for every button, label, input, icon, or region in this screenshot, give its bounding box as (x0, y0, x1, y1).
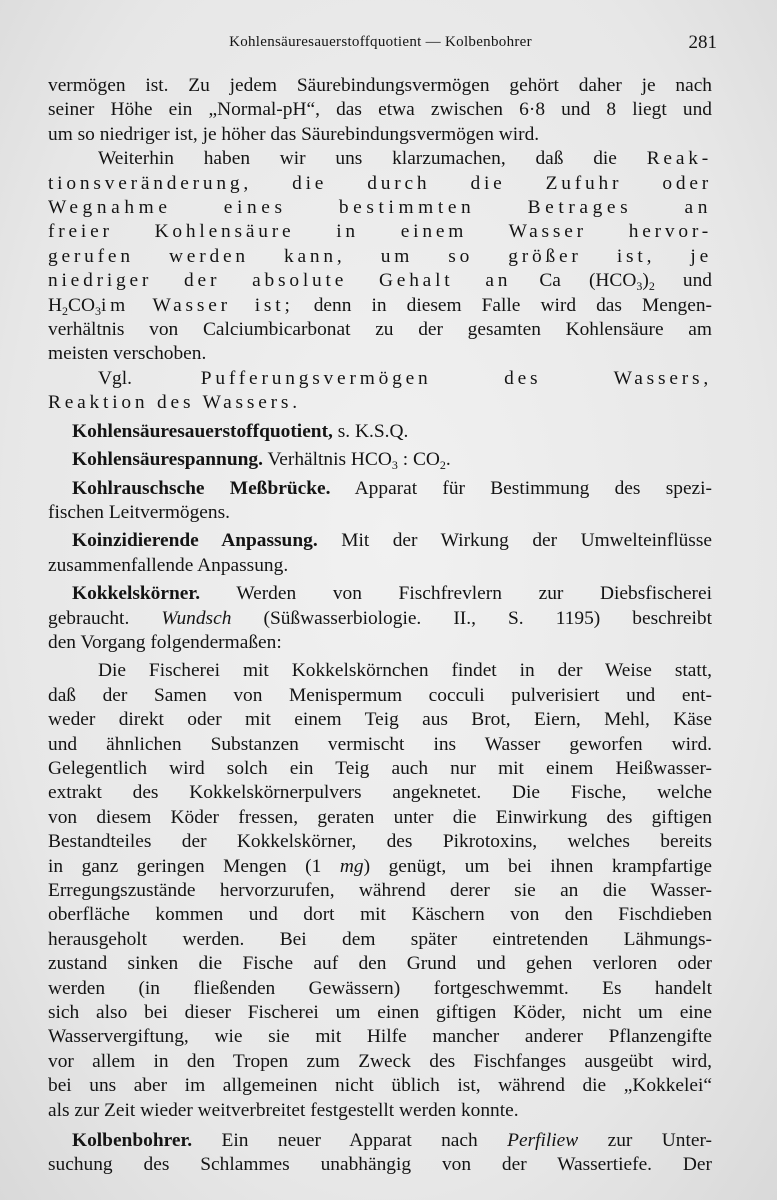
quote-line: zustand sinken die Fische auf den Grund und gehen verloren oder (48, 953, 712, 975)
formula (539, 270, 655, 294)
entry-text: : CO (402, 449, 440, 471)
quote-line: weder direkt oder mit einem Teig aus Brot, Eiern, Mehl, Käse (48, 709, 712, 731)
entry-kohlrauschsche-messbruecke (48, 477, 712, 501)
quote-line: herausgeholt werden. Bei dem später eintretenden Lähmungs- (48, 928, 712, 950)
entry-kolbenbohrer (48, 1129, 712, 1153)
text-span: und (682, 270, 712, 292)
text-line: zusammenfallende Anpassung. (48, 554, 289, 576)
quote-line: von diesem Köder fressen, geraten unter die Einwirkung des giftigen (48, 806, 712, 828)
subscript: 3 (94, 303, 101, 318)
running-head: Kohlensäuresauerstoffquotient — Kolbenbohrer (229, 34, 532, 50)
text-span: Weiterhin haben wir uns klarzumachen, daß die (98, 148, 617, 170)
text-span: ) genügt, um bei ihnen krampfartige (363, 855, 712, 877)
text-line: den Vorgang folgendermaßen: (48, 631, 282, 653)
quote-line: als zur Zeit wieder weitverbreitet festgestellt werden konnte. (48, 1099, 519, 1121)
text-line: vermögen ist. Zu jedem Säurebindungsvermögen gehört daher je nach (48, 75, 712, 96)
entry-term: Kokkelskörner. (72, 583, 201, 605)
quote-line: extrakt des Kokkelskörnerpulvers angeknetet. Die Fische, welche (48, 782, 712, 804)
spaced-text: Reak- (646, 148, 712, 170)
quote-line: vor allem in den Tropen zum Zweck des Fischfanges ausgeübt wird, (48, 1050, 712, 1072)
spaced-text-line: freier Kohlensäure in einem Wasser hervor- (48, 221, 712, 243)
entry-term: Kohlensäuresauerstoffquotient, (72, 420, 333, 442)
entry-koinzidierende-anpassung (48, 529, 712, 553)
text-span: in ganz geringen Mengen (1 (48, 855, 322, 877)
entry-term: Kolbenbohrer. (72, 1130, 193, 1152)
page-body (48, 74, 712, 1178)
quote-line: oberfläche kommen und dort mit Käschern von den Fischdieben (48, 904, 712, 926)
quote-line: daß der Samen von Menispermum cocculi pulverisiert und ent- (48, 684, 712, 706)
spaced-text-line: Reaktion des Wassers. (48, 392, 301, 414)
formula-part: ) (642, 270, 649, 292)
text-span: gebraucht. (48, 607, 130, 629)
spaced-text: niedriger der absolute Gehalt an (48, 270, 512, 292)
subscript: 3 (391, 458, 398, 473)
page-number: 281 (688, 32, 717, 53)
formula (48, 295, 101, 316)
formula-part: H (48, 294, 63, 316)
quote-line (48, 855, 712, 879)
text-line: seiner Höhe ein „Normal-pH“, das etwa zwischen 6·8 und 8 liegt und (48, 99, 712, 121)
spaced-text: Pufferungsvermögen des Wassers, (200, 367, 712, 389)
text-span: (Süßwasserbiologie. II., S. 1195) beschreibt (263, 607, 712, 629)
entry-text: Verhältnis HCO (267, 449, 392, 471)
spaced-text: im Wasser ist; (100, 294, 294, 316)
formula-part: CO (68, 294, 95, 316)
author-name: Perfiliew (507, 1130, 579, 1152)
text-span: Vgl. (98, 367, 132, 389)
page-header (48, 32, 717, 58)
text-line (48, 607, 712, 631)
text-line: fischen Leitvermögens. (48, 501, 230, 523)
entry-text: Mit der Wirkung der Umwelteinflüsse (341, 530, 712, 552)
subscript: 3 (636, 279, 643, 294)
entry-kohlensaeurespannung (48, 448, 712, 472)
quote-line: Wasservergiftung, wie sie mit Hilfe mancher anderer Pflanzengifte (48, 1026, 712, 1048)
text-line (48, 269, 712, 293)
quote-line: und ähnlichen Substanzen vermischt ins Wasser geworfen wird. (48, 733, 712, 755)
entry-text: . (445, 449, 451, 471)
text-line (48, 294, 712, 318)
quote-line: Erregungszustände hervorzurufen, während derer sie an die Wasser- (48, 880, 712, 901)
entry-term: Kohlrauschsche Meßbrücke. (72, 477, 331, 499)
entry-text: s. K.S.Q. (337, 420, 409, 442)
quote-line: Die Fischerei mit Kokkelskörnchen findet in der Weise statt, (98, 660, 712, 682)
author-name: Wundsch (161, 607, 232, 629)
subscript: 2 (62, 303, 69, 318)
text-line: um so niedriger ist, je höher das Säurebindungsvermögen wird. (48, 123, 540, 145)
text-line (48, 147, 712, 171)
entry-kohlensaeuresauerstoffquotient (48, 420, 712, 444)
entry-text: Werden von Fischfrevlern zur Diebsfischerei (236, 583, 712, 605)
quote-line: Gelegentlich wird solch ein Teig auch nur mit einem Heißwasser- (48, 757, 712, 779)
entry-kokkelskoerner (48, 582, 712, 606)
quote-line: Bestandteiles der Kokkelskörner, des Pikrotoxins, welches bereits (48, 831, 712, 853)
subscript: 2 (439, 458, 446, 473)
text-line: suchung des Schlammes unabhängig von der Wassertiefe. Der (48, 1154, 712, 1176)
entry-text: Ein neuer Apparat nach (221, 1130, 478, 1152)
quote-line: werden (in fließenden Gewässern) fortgeschwemmt. Es handelt (48, 977, 712, 999)
text-span: denn in diesem Falle wird das Mengen- (313, 294, 712, 316)
entry-term: Koinzidierende Anpassung. (72, 530, 318, 552)
formula-part: Ca (HCO (539, 270, 637, 292)
text-line (48, 367, 712, 391)
spaced-text-line: tionsveränderung, die durch die Zufuhr oder (48, 172, 712, 194)
subscript: 2 (648, 279, 655, 294)
spaced-text-line: Wegnahme eines bestimmten Betrages an (48, 197, 712, 219)
entry-text: Apparat für Bestimmung des spezi- (354, 477, 712, 499)
text-line: meisten verschoben. (48, 343, 207, 365)
spaced-text-line: gerufen werden kann, um so größer ist, je (48, 245, 712, 267)
entry-text: zur Unter- (607, 1130, 712, 1152)
quote-line: sich also bei dieser Fischerei um einen giftigen Köder, nicht um eine (48, 1002, 712, 1024)
unit-text: mg (339, 855, 364, 877)
entry-term: Kohlensäurespannung. (72, 449, 263, 471)
quote-line: bei uns aber im allgemeinen nicht üblich ist, während die „Kokkelei“ (48, 1075, 712, 1097)
text-line: verhältnis von Calciumbicarbonat zu der gesamten Kohlensäure am (48, 319, 712, 341)
